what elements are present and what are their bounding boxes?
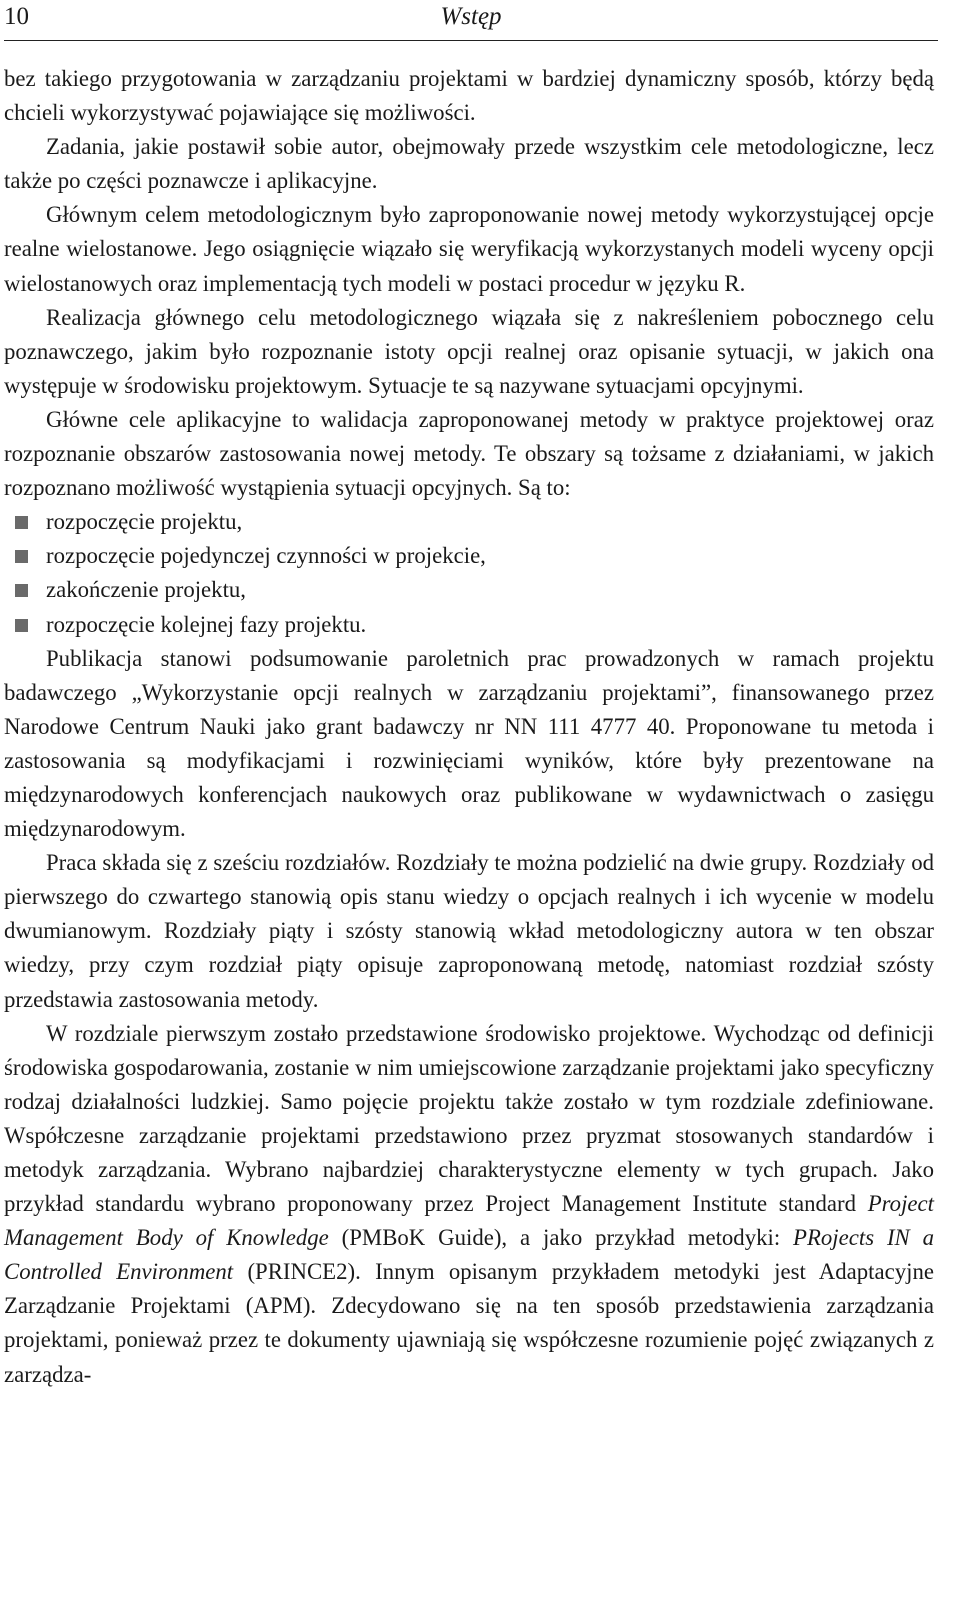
square-bullet-icon xyxy=(15,584,28,597)
paragraph-3: Głównym celem metodologicznym było zaproponowanie nowej metody wykorzystującej opcje realne wielostanowe. Jego osiągnięcie wiązało się weryfikacją wykorzystanych modeli wyceny opcji wielostanowych oraz implementacją tych modeli w postaci procedur w języku R. xyxy=(4,202,934,296)
page-number: 10 xyxy=(4,3,29,30)
square-bullet-icon xyxy=(15,619,28,632)
page-header xyxy=(4,0,938,41)
list-item-text: zakończenie projektu, xyxy=(46,577,247,603)
body-text xyxy=(4,62,934,1392)
application-areas-list xyxy=(4,505,934,641)
paragraph-8-text-c: (PMBoK Guide), a jako przykład metodyki: xyxy=(328,1225,794,1251)
paragraph-4: Realizacja głównego celu metodologicznego wiązała się z nakreśleniem pobocznego celu poznawczego, jakim było rozpoznanie istoty opcji realnej oraz opisanie sytuacji, w jakich ona występuje w środowisku projektowym. Sytuacje te są nazywane sytuacjami opcyjnymi. xyxy=(4,304,934,398)
prince2-title: PRojects IN a Controlled Environment xyxy=(4,1225,935,1285)
list-item xyxy=(4,573,934,607)
square-bullet-icon xyxy=(15,516,28,529)
list-item-text: rozpoczęcie kolejnej fazy projektu. xyxy=(46,611,367,637)
running-title: Wstęp xyxy=(440,3,502,30)
list-item xyxy=(4,608,934,642)
paragraph-6: Publikacja stanowi podsumowanie paroletnich prac prowadzonych w ramach projektu badawczego „Wykorzystanie opcji realnych w zarządzaniu projektami”, finansowanego przez Narodowe Centrum Nauki jako grant badawczy nr NN 111 4777 40. Proponowane tu metoda i zastosowania są modyfikacjami i rozwinięciami wyników, które były prezentowane na międzynarodowych konferencjach naukowych oraz publikowane w wydawnictwach o zasięgu międzynarodowym. xyxy=(4,645,934,842)
paragraph-5: Główne cele aplikacyjne to walidacja zaproponowanej metody w praktyce projektowej oraz rozpoznanie obszarów zastosowania nowej metody. Te obszary są tożsame z działaniami, w jakich rozpoznano możliwość wystąpienia sytuacji opcyjnych. Są to: xyxy=(4,406,934,501)
list-item-text: rozpoczęcie projektu, xyxy=(46,509,243,535)
square-bullet-icon xyxy=(15,550,28,563)
paragraph-7: Praca składa się z sześciu rozdziałów. Rozdziały te można podzielić na dwie grupy. Rozdziały od pierwszego do czwartego stanowią opis stanu wiedzy o opcjach realnych i ich wycenie w modelu dwumianowym. Rozdziały piąty i szósty stanowią wkład metodologiczny autora w ten obszar wiedzy, przy czym rozdział piąty opisuje zaproponowaną metodę, natomiast rozdział szósty przedstawia zastosowania metody. xyxy=(4,850,934,1012)
paragraph-8 xyxy=(4,1017,934,1392)
list-item xyxy=(4,505,934,539)
paragraph-2: Zadania, jakie postawił sobie autor, obejmowały przede wszystkim cele metodologiczne, lecz także po części poznawcze i aplikacyjne. xyxy=(4,134,934,194)
list-item-text: rozpoczęcie pojedynczej czynności w projekcie, xyxy=(46,543,486,569)
paragraph-1: bez takiego przygotowania w zarządzaniu projektami w bardziej dynamiczny sposób, którzy będą chcieli wykorzystywać pojawiające się możliwości. xyxy=(4,66,934,126)
pmbok-title: Project Management Body of Knowledge xyxy=(4,1191,934,1251)
paragraph-8-text-e: (PRINCE2). Innym opisanym przykładem metodyki jest Adaptacyjne Zarządzanie Projektami (APM). Zdecydowano się na ten sposób przedstawienia zarządzania projektami, ponieważ przez te dokumenty ujawniają się współczesne rozumienie pojęć związanych z zarządza- xyxy=(4,1259,934,1387)
list-item xyxy=(4,539,934,573)
paragraph-8-text-a: W rozdziale pierwszym zostało przedstawione środowisko projektowe. Wychodząc od definicji środowiska gospodarowania, zostanie w nim umiejscowione zarządzanie projektami jako specyficzny rodzaj działalności ludzkiej. Samo pojęcie projektu także zostało w tym rozdziale zdefiniowane. Współczesne zarządzanie projektami przedstawiono przez pryzmat stosowanych standardów i metodyk zarządzania. Wybrano najbardziej charakterystyczne elementy w tych grupach. Jako przykład standardu wybrano proponowany przez Project Management Institute standard xyxy=(4,1020,934,1217)
